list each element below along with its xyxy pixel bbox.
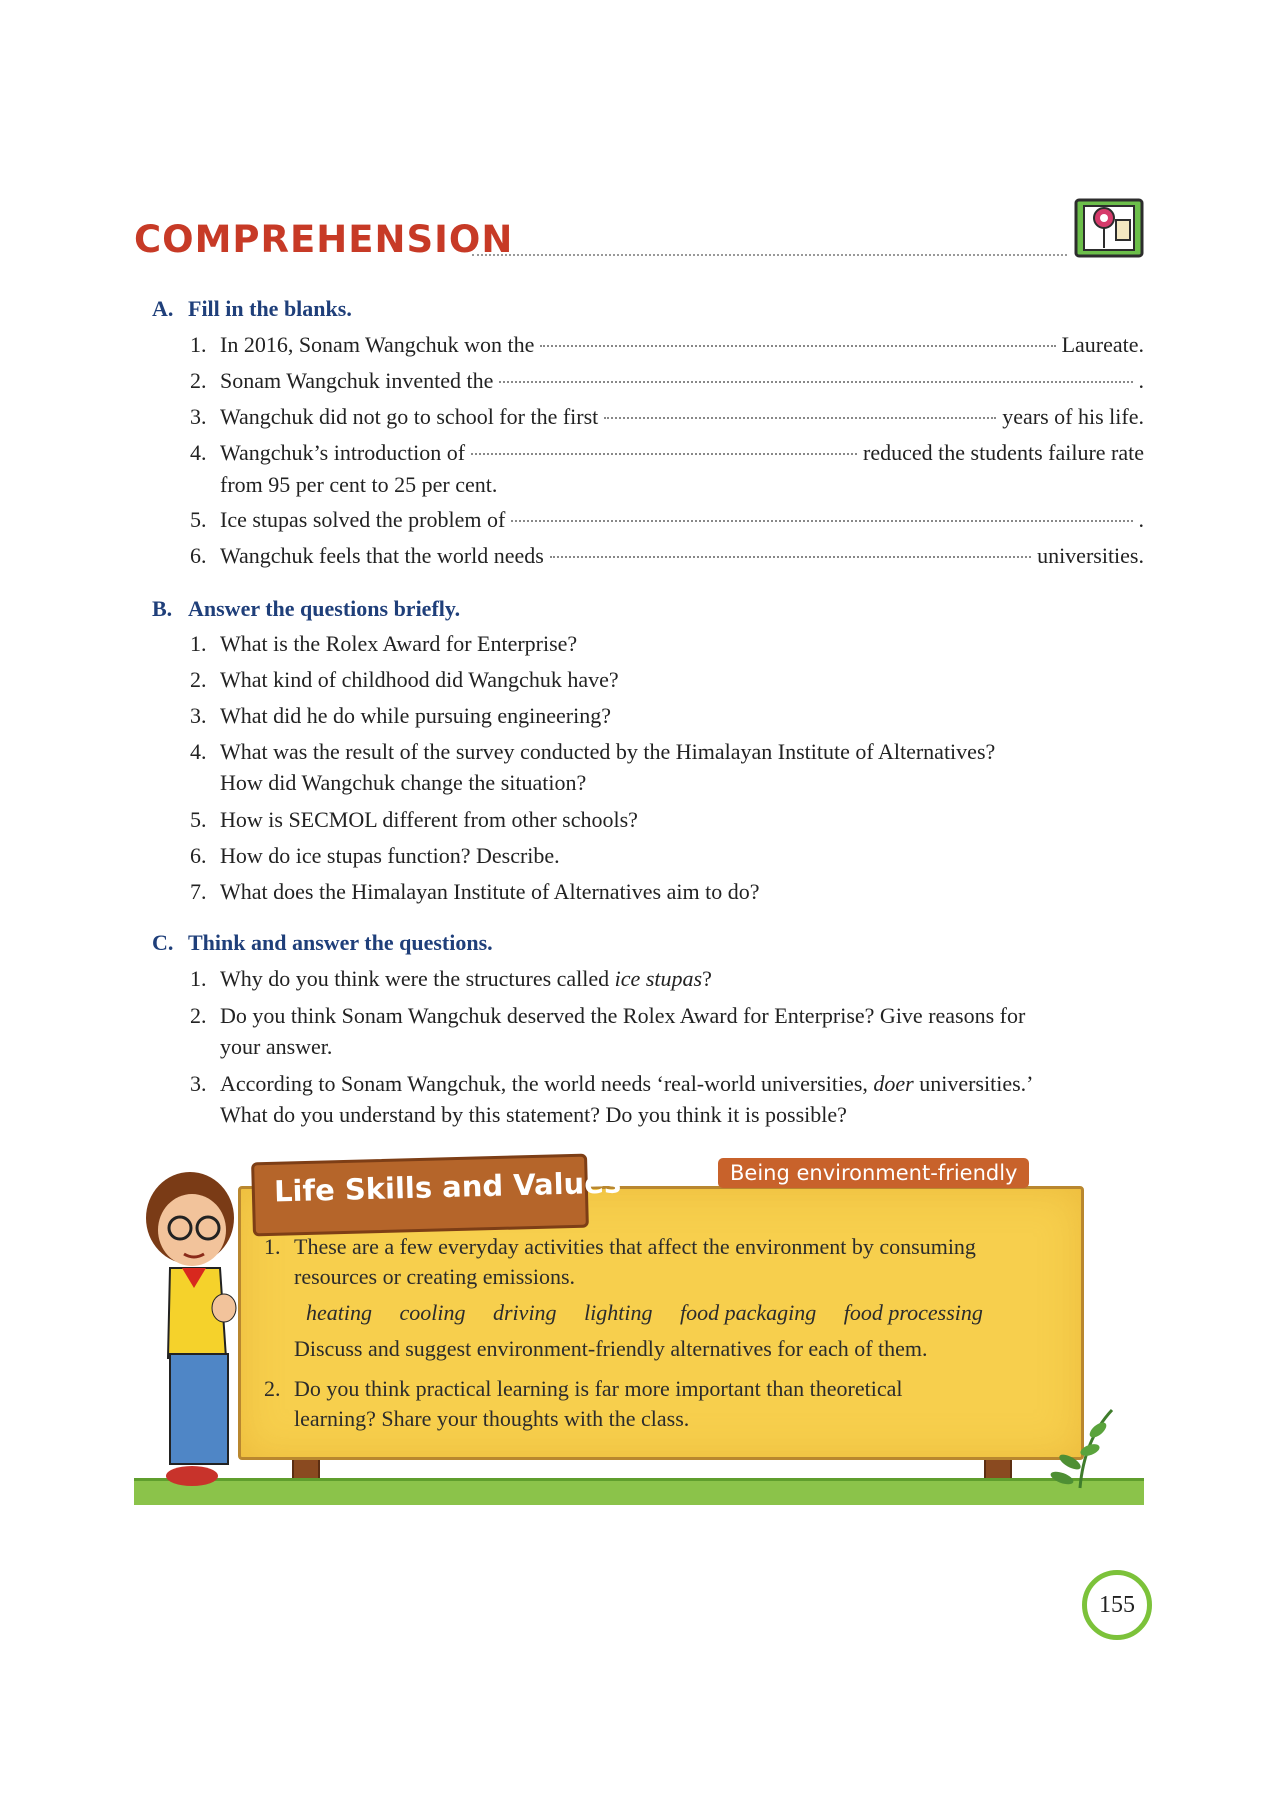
- life-skills-title: Life Skills and Values: [273, 1165, 622, 1209]
- item-number: 1.: [190, 332, 207, 357]
- blank-text-before: In 2016, Sonam Wangchuk won the: [220, 332, 535, 357]
- section-c-heading: [152, 930, 493, 956]
- item-number: 1.: [264, 1234, 281, 1259]
- grass-strip: [134, 1478, 1144, 1505]
- blank-text-before: Ice stupas solved the problem of: [220, 507, 506, 532]
- question-item: [190, 736, 995, 767]
- question-item: [190, 628, 577, 659]
- question-item: [190, 840, 560, 871]
- activity-item: lighting: [584, 1300, 653, 1325]
- blank-line[interactable]: [511, 520, 1132, 522]
- question-continuation: How did Wangchuk change the situation?: [220, 770, 587, 795]
- plant-illustration: [1040, 1400, 1130, 1490]
- blank-text-after: universities.: [1037, 543, 1144, 568]
- lifeskill-text: Do you think practical learning is far more important than theoretical: [294, 1376, 903, 1401]
- blank-text-before: Wangchuk’s introduction of: [220, 440, 466, 465]
- item-number: 7.: [190, 879, 207, 904]
- activity-list: [306, 1300, 1005, 1326]
- fill-blank-row: [190, 332, 1144, 358]
- blank-text-after: reduced the students failure rate: [863, 440, 1144, 465]
- item-number: 2.: [190, 368, 207, 393]
- activity-item: driving: [493, 1300, 557, 1325]
- question-item: [190, 876, 759, 907]
- question-text: Why do you think were the structures called: [220, 966, 615, 991]
- item-number: 1.: [190, 966, 207, 991]
- question-text: What did he do while pursuing engineering?: [220, 703, 612, 728]
- blank-text-after: .: [1138, 368, 1144, 393]
- section-b-heading: [152, 596, 460, 622]
- item-number: 5.: [190, 507, 207, 532]
- section-a-title: Fill in the blanks.: [188, 296, 352, 321]
- item-number: 2.: [264, 1376, 281, 1401]
- item-number: 4.: [190, 440, 207, 465]
- item-number: 6.: [190, 843, 207, 868]
- page-number: 155: [1082, 1570, 1152, 1640]
- section-title: COMPREHENSION: [134, 218, 514, 261]
- item-number: 2.: [190, 1003, 207, 1028]
- question-item: [190, 1068, 1033, 1099]
- question-text: What is the Rolex Award for Enterprise?: [220, 631, 578, 656]
- lifeskill-text: These are a few everyday activities that affect the environment by consuming: [294, 1234, 976, 1259]
- activity-item: food processing: [843, 1300, 983, 1325]
- blank-text-after: Laureate.: [1061, 332, 1144, 357]
- blank-text-before: Wangchuk feels that the world needs: [220, 543, 544, 568]
- question-text: How is SECMOL different from other schools?: [220, 807, 638, 832]
- blank-line[interactable]: [540, 345, 1055, 347]
- activity-item: food packaging: [680, 1300, 817, 1325]
- question-item: [190, 963, 712, 994]
- section-a-heading: [152, 296, 352, 322]
- blank-line[interactable]: [550, 556, 1031, 558]
- question-text-end: universities.’: [913, 1071, 1034, 1096]
- question-continuation: What do you understand by this statement? Do you think it is possible?: [220, 1102, 847, 1127]
- section-b-title: Answer the questions briefly.: [188, 596, 461, 621]
- boy-illustration: [130, 1158, 250, 1498]
- question-text-end: ?: [702, 966, 712, 991]
- blank-line[interactable]: [471, 453, 857, 455]
- question-item: [190, 1000, 1025, 1031]
- activity-item: heating: [306, 1300, 372, 1325]
- activity-item: cooling: [399, 1300, 466, 1325]
- blank-text-before: Sonam Wangchuk invented the: [220, 368, 494, 393]
- question-text: What kind of childhood did Wangchuk have?: [220, 667, 619, 692]
- lifeskill-item-1-line2: resources or creating emissions.: [294, 1264, 576, 1289]
- question-continuation: your answer.: [220, 1034, 333, 1059]
- item-number: 1.: [190, 631, 207, 656]
- question-text: What was the result of the survey conducted by the Himalayan Institute of Alternatives?: [220, 739, 996, 764]
- section-a-letter: A.: [152, 296, 174, 321]
- fill-blank-row: [190, 368, 1144, 394]
- lifeskill-item-1-line3: Discuss and suggest environment-friendly alternatives for each of them.: [294, 1336, 928, 1361]
- section-c-letter: C.: [152, 930, 174, 955]
- section-b-letter: B.: [152, 596, 173, 621]
- item-number: 6.: [190, 543, 207, 568]
- fill-blank-row: [190, 440, 1144, 466]
- title-dotted-rule: [472, 254, 1067, 256]
- reading-book-icon: [1074, 196, 1146, 260]
- section-c-title: Think and answer the questions.: [188, 930, 493, 955]
- item-number: 5.: [190, 807, 207, 832]
- fill-blank-row: [190, 543, 1144, 569]
- question-text: How do ice stupas function? Describe.: [220, 843, 560, 868]
- blank-line[interactable]: [499, 381, 1132, 383]
- fill-blank-continuation: from 95 per cent to 25 per cent.: [220, 472, 498, 497]
- blank-text-before: Wangchuk did not go to school for the first: [220, 404, 599, 429]
- question-item: [190, 700, 611, 731]
- blank-line[interactable]: [604, 417, 996, 419]
- lifeskill-item-1-line1: [264, 1234, 976, 1260]
- item-number: 3.: [190, 703, 207, 728]
- fill-blank-row: [190, 404, 1144, 430]
- item-number: 2.: [190, 667, 207, 692]
- item-number: 4.: [190, 739, 207, 764]
- lifeskill-item-2-line2: learning? Share your thoughts with the class.: [294, 1406, 690, 1431]
- item-number: 3.: [190, 1071, 207, 1096]
- lifeskill-item-2-line1: [264, 1376, 902, 1402]
- question-item: [190, 664, 619, 695]
- question-italic-term: doer: [873, 1071, 914, 1096]
- question-text: According to Sonam Wangchuk, the world needs ‘real-world universities,: [220, 1071, 874, 1096]
- item-number: 3.: [190, 404, 207, 429]
- question-text: Do you think Sonam Wangchuk deserved the Rolex Award for Enterprise? Give reasons for: [220, 1003, 1026, 1028]
- blank-text-after: .: [1138, 507, 1144, 532]
- fill-blank-row: [190, 507, 1144, 533]
- blank-text-after: years of his life.: [1002, 404, 1144, 429]
- question-text: What does the Himalayan Institute of Alternatives aim to do?: [220, 879, 760, 904]
- value-tag: Being environment-friendly: [718, 1158, 1029, 1188]
- question-italic-term: ice stupas: [614, 966, 703, 991]
- question-item: [190, 804, 638, 835]
